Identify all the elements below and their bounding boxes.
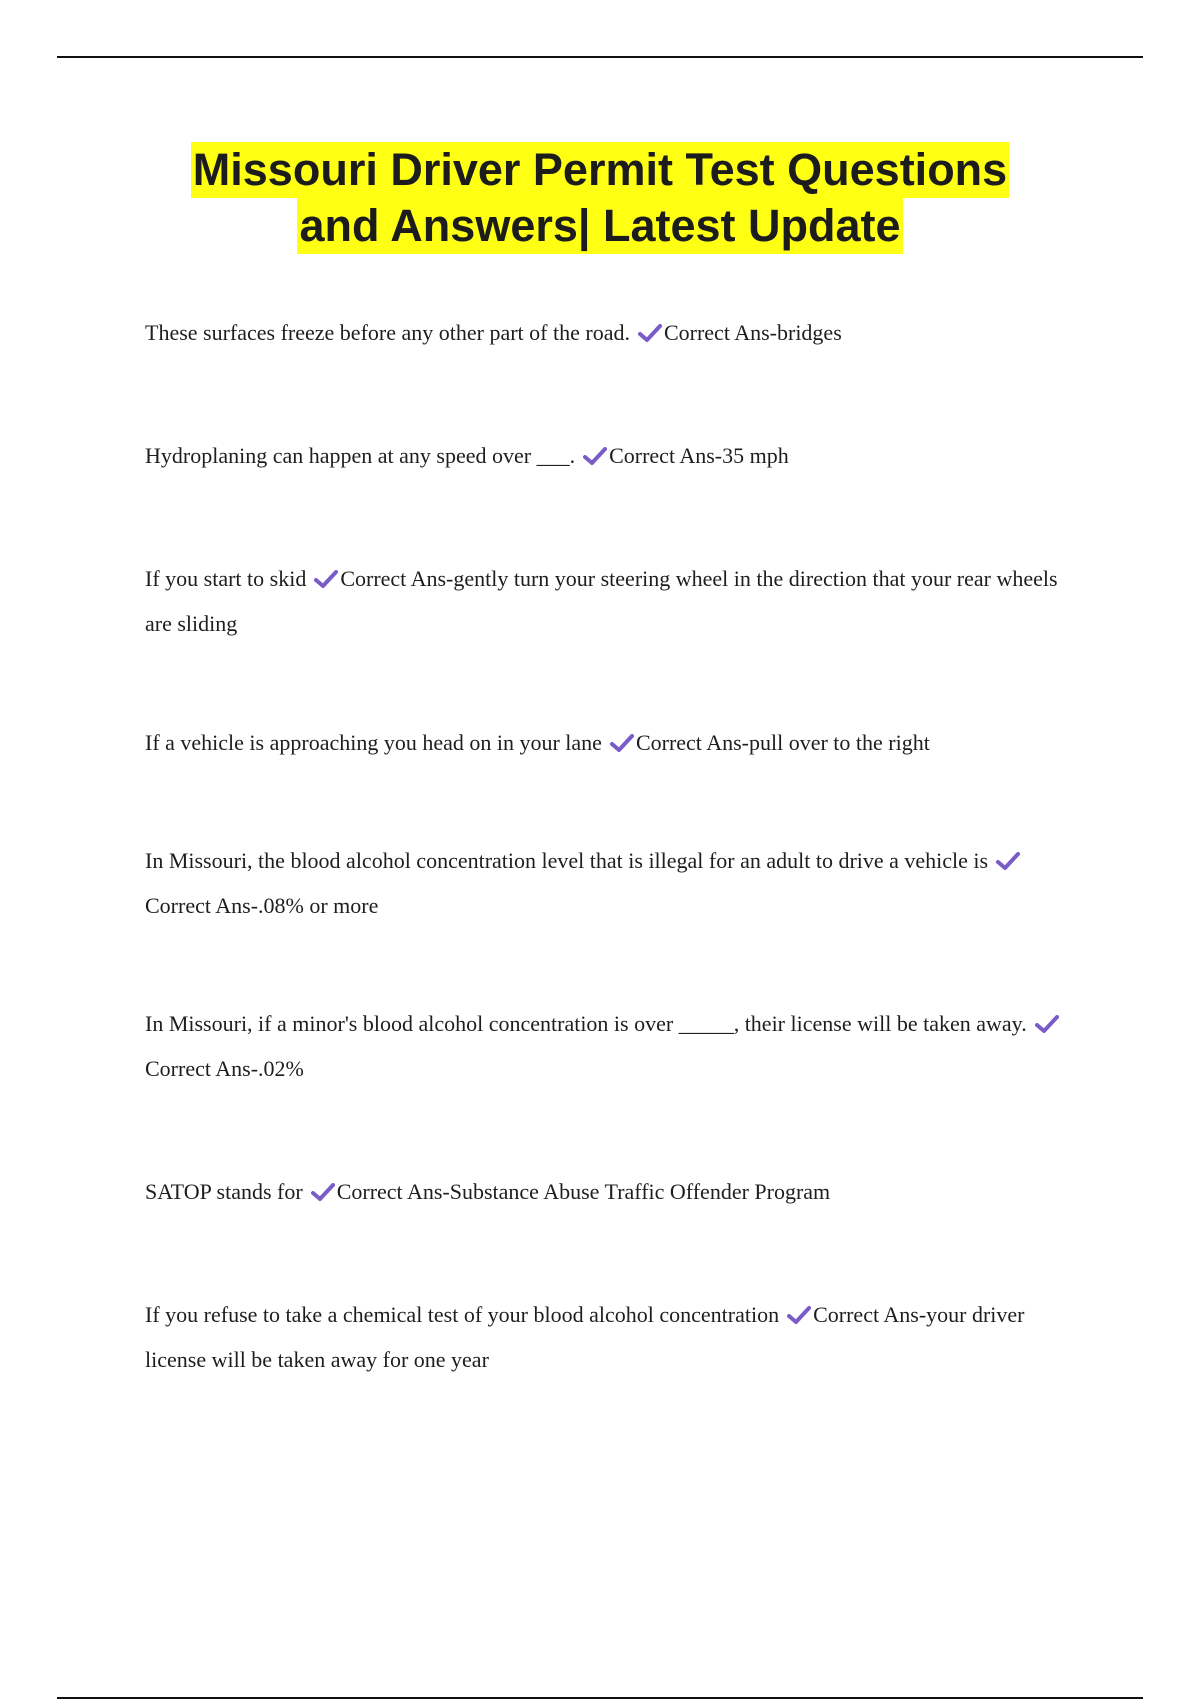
checkmark-icon <box>311 1182 335 1202</box>
qa-item <box>145 838 1085 928</box>
qa-item <box>145 433 1085 478</box>
answer-text: Correct Ans-35 mph <box>609 443 789 468</box>
answer-text: Correct Ans-bridges <box>663 320 842 345</box>
title-line-1: Missouri Driver Permit Test Questions <box>191 142 1009 198</box>
checkmark-icon <box>1035 1014 1059 1034</box>
answer-text: Correct Ans-.08% or more <box>145 893 379 918</box>
checkmark-icon <box>996 851 1020 871</box>
question-text: These surfaces freeze before any other part of the road. <box>145 320 630 345</box>
title-line-2: and Answers| Latest Update <box>297 198 902 254</box>
qa-item <box>145 1169 1085 1214</box>
page-title <box>0 142 1200 254</box>
bottom-rule <box>57 1697 1143 1699</box>
answer-text: Correct Ans-Substance Abuse Traffic Offender Program <box>336 1179 831 1204</box>
answer-text: Correct Ans-your driver license will be taken away for one year <box>145 1302 1025 1372</box>
qa-item <box>145 1001 1085 1091</box>
qa-item <box>145 310 1085 355</box>
qa-item <box>145 1292 1085 1382</box>
top-rule <box>57 56 1143 58</box>
checkmark-icon <box>638 323 662 343</box>
checkmark-icon <box>314 569 338 589</box>
answer-text: Correct Ans-pull over to the right <box>635 730 930 755</box>
checkmark-icon <box>787 1305 811 1325</box>
checkmark-icon <box>583 446 607 466</box>
question-text: In Missouri, if a minor's blood alcohol concentration is over _____, their license will be taken away. <box>145 1011 1027 1036</box>
qa-item <box>145 556 1085 646</box>
answer-text: Correct Ans-.02% <box>145 1056 304 1081</box>
checkmark-icon <box>610 733 634 753</box>
question-text: If you refuse to take a chemical test of your blood alcohol concentration <box>145 1302 780 1327</box>
question-text: Hydroplaning can happen at any speed over ___. <box>145 443 576 468</box>
qa-item <box>145 720 1085 765</box>
question-text: In Missouri, the blood alcohol concentration level that is illegal for an adult to drive a vehicle is <box>145 848 989 873</box>
answer-text: Correct Ans-gently turn your steering wheel in the direction that your rear wheels are sliding <box>145 566 1058 636</box>
question-text: SATOP stands for <box>145 1179 303 1204</box>
question-text: If you start to skid <box>145 566 307 591</box>
question-text: If a vehicle is approaching you head on in your lane <box>145 730 602 755</box>
